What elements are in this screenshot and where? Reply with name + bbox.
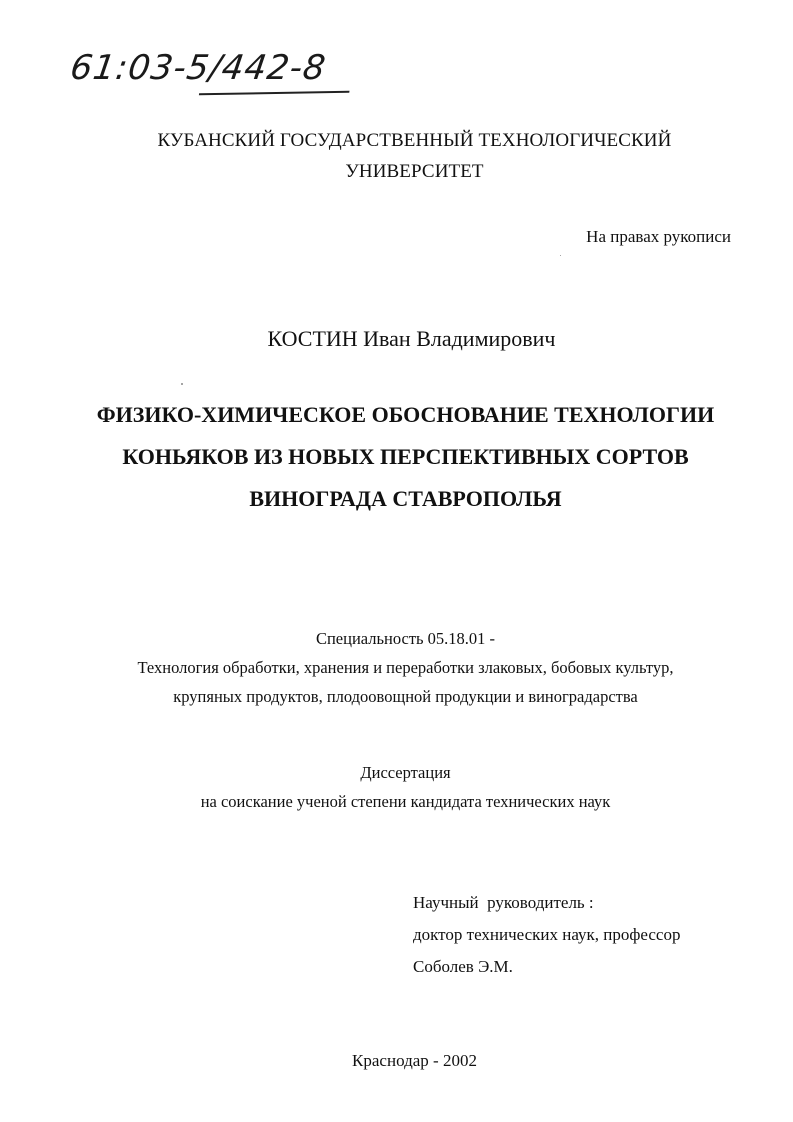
archive-code-underline	[199, 91, 350, 96]
dissertation-line-2: на соискание ученой степени кандидата технических наук	[200, 792, 611, 811]
university-line-2: УНИВЕРСИТЕТ	[345, 161, 484, 182]
archive-code-handwritten	[66, 48, 373, 98]
title-line-1: ФИЗИКО-ХИМИЧЕСКОЕ ОБОСНОВАНИЕ ТЕХНОЛОГИИ	[96, 402, 715, 427]
specialty-block	[18, 624, 793, 711]
university-heading	[0, 125, 793, 187]
advisor-line-3: Соболев Э.М.	[413, 957, 513, 976]
scan-speck	[560, 255, 561, 256]
specialty-line-1: Специальность 05.18.01 -	[315, 629, 496, 648]
title-line-3: ВИНОГРАДА СТАВРОПОЛЬЯ	[249, 486, 562, 511]
advisor-line-2: доктор технических наук, профессор	[413, 925, 681, 944]
university-line-1: КУБАНСКИЙ ГОСУДАРСТВЕННЫЙ ТЕХНОЛОГИЧЕСКИЙ	[157, 130, 672, 151]
advisor-block	[413, 887, 680, 983]
manuscript-note: На правах рукописи	[586, 227, 731, 246]
author-name: КОСТИН Иван Владимирович	[267, 326, 556, 351]
archive-code-text: 61:03-5/442-8	[67, 48, 329, 88]
dissertation-type-block	[18, 758, 793, 816]
dissertation-line-1: Диссертация	[360, 763, 451, 782]
scan-speck	[181, 383, 183, 385]
title-line-2: КОНЬЯКОВ ИЗ НОВЫХ ПЕРСПЕКТИВНЫХ СОРТОВ	[122, 444, 689, 469]
specialty-line-3: крупяных продуктов, плодоовощной продукции и виноградарства	[173, 687, 638, 706]
city-year: Краснодар - 2002	[352, 1051, 477, 1070]
dissertation-title	[18, 394, 793, 520]
specialty-line-2: Технология обработки, хранения и переработки злаковых, бобовых культур,	[137, 658, 674, 677]
advisor-line-1: Научный руководитель :	[413, 893, 594, 912]
